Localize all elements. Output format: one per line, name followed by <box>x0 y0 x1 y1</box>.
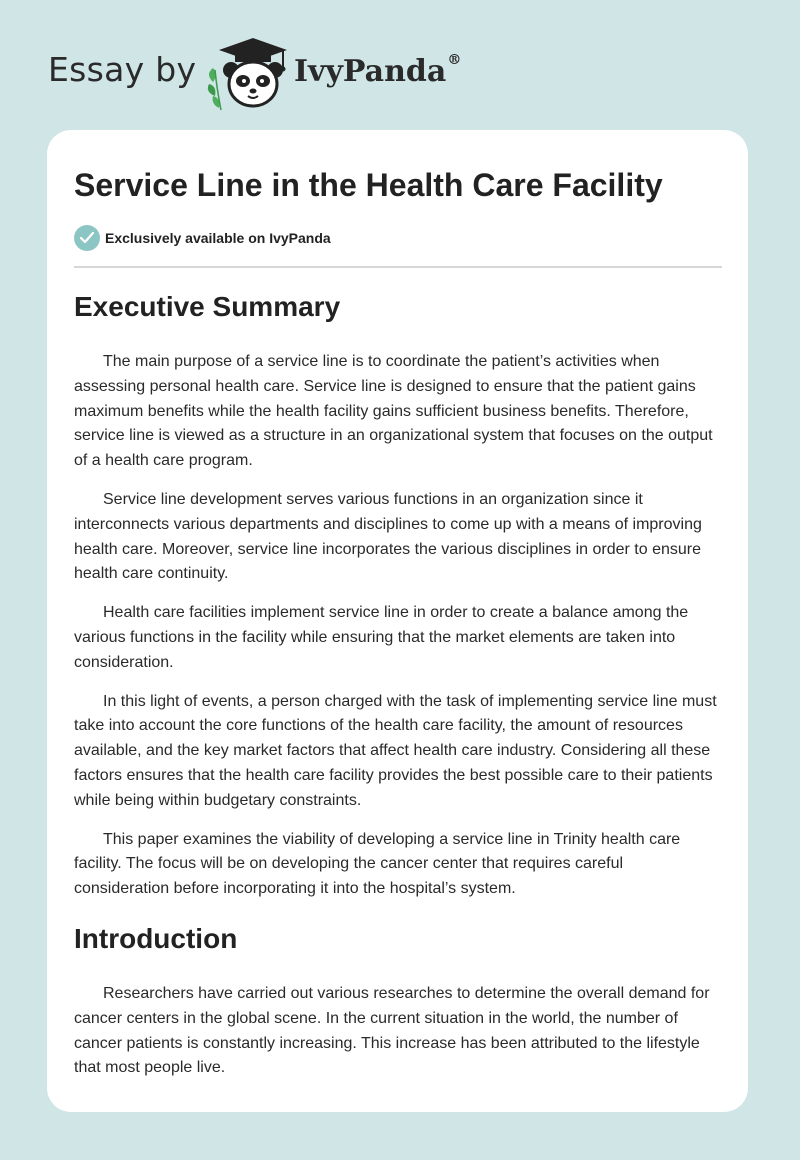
paragraph: The main purpose of a service line is to coordinate the patient’s activities when assessing personal health care. Service line is designed to ensure that the patient gains maximum benefits while the health facility gains sufficient business benefits. Therefore, service line is viewed as a structure in an organizational system that focuses on the output of a health care program. <box>74 353 713 470</box>
essay-card <box>47 130 748 1112</box>
paragraph: Researchers have carried out various researches to determine the overall demand for cancer centers in the global scene. In the current situation in the world, the number of cancer patients is constantly increasing. This increase has been attributed to the lifestyle that most people live. <box>74 984 710 1077</box>
check-icon <box>74 225 100 251</box>
section-heading: Introduction <box>74 922 238 954</box>
paragraph: Service line development serves various functions in an organization since it interconnects various departments and disciplines to come up with a means of improving health care. Moreover, service line incorporates the various disciplines in order to ensure health care continuity. <box>74 490 702 583</box>
paragraph: In this light of events, a person charged with the task of implementing service line must take into account the core functions of the health care facility, the amount of resources available, and the key market factors that affect health care industry. Considering all these factors ensures that the health care facility provides the best possible care to their patients while being within budgetary constraints. <box>74 692 717 809</box>
essay-by-label: Essay by <box>48 50 197 89</box>
registered-mark: ® <box>447 52 462 68</box>
paragraph: Health care facilities implement service line in order to create a balance among the various functions in the facility while ensuring that the market elements are taken into consideration. <box>74 604 689 671</box>
section-heading: Executive Summary <box>74 291 341 322</box>
exclusive-badge <box>74 224 722 252</box>
page-title: Service Line in the Health Care Facility <box>74 167 663 203</box>
exclusive-label: Exclusively available on IvyPanda <box>105 230 331 246</box>
site-header <box>48 34 548 114</box>
divider <box>74 266 722 268</box>
paragraph: This paper examines the viability of developing a service line in Trinity health care facility. The focus will be on developing the cancer center that requires careful consideration before incorporating it into the hospital’s system. <box>74 830 681 898</box>
panda-graduate-icon <box>201 34 297 110</box>
brand-name: IvyPanda® <box>294 52 462 89</box>
